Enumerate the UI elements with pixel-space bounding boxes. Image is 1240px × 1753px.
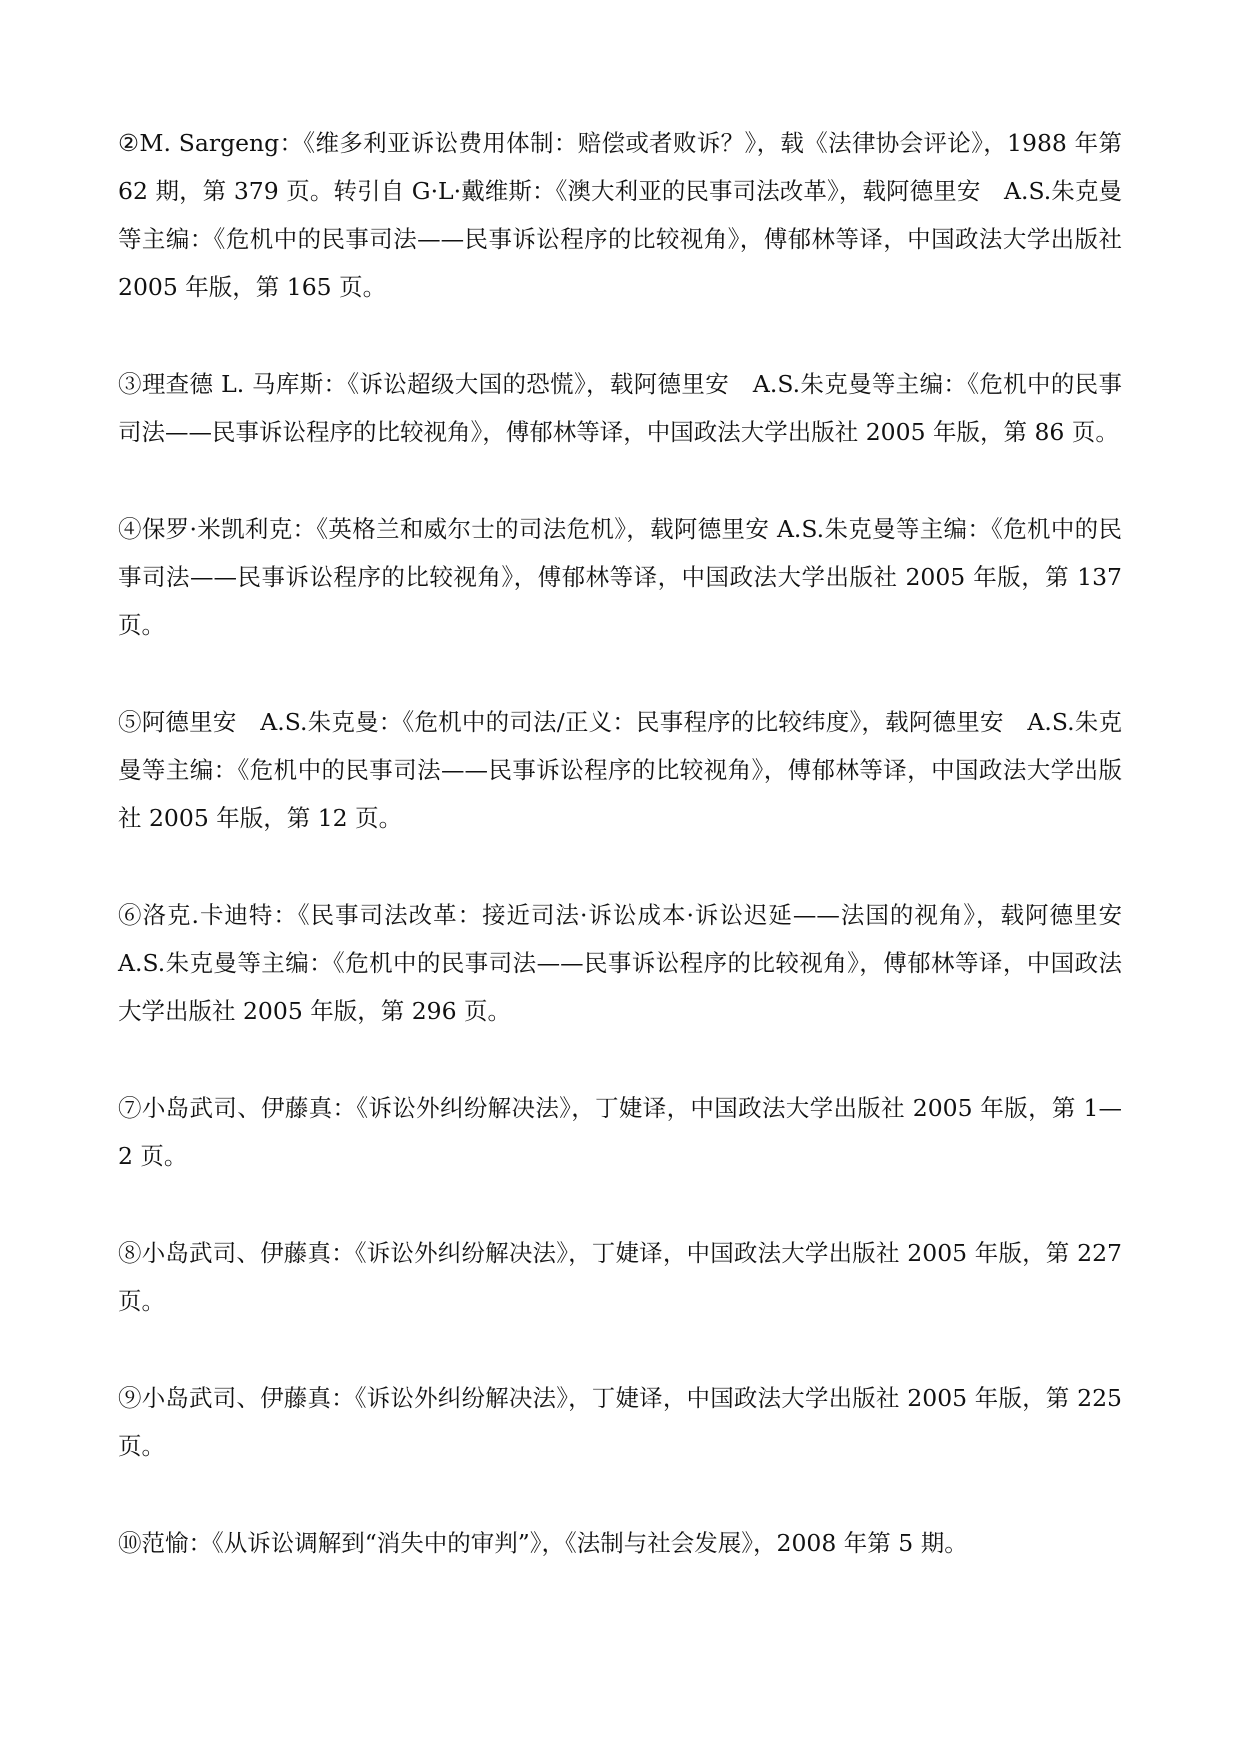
footnote-6 xyxy=(118,891,1146,1035)
footnote-marker: ⑤ xyxy=(118,708,142,736)
footnote-marker: ⑨ xyxy=(118,1384,142,1412)
footnote-text: 小岛武司、伊藤真：《诉讼外纠纷解决法》，丁婕译，中国政法大学出版社 2005 年版，第 225 页。 xyxy=(118,1384,1122,1460)
footnote-10 xyxy=(118,1519,1122,1567)
footnote-marker: ⑦ xyxy=(118,1094,142,1122)
footnote-8 xyxy=(118,1229,1122,1325)
footnote-marker: ⑥ xyxy=(118,901,143,929)
footnote-7 xyxy=(118,1084,1122,1180)
footnote-text: 保罗·米凯利克：《英格兰和威尔士的司法危机》，载阿德里安 A.S.朱克曼等主编：《危机中的民事司法——民事诉讼程序的比较视角》，傅郁林等译，中国政法大学出版社 2005 年版，第 137 页。 xyxy=(118,515,1122,639)
footnote-4 xyxy=(118,505,1122,649)
footnote-marker: ⑩ xyxy=(118,1529,142,1557)
footnote-marker: ③ xyxy=(118,370,142,398)
footnote-3 xyxy=(118,360,1122,456)
footnote-text: 小岛武司、伊藤真：《诉讼外纠纷解决法》，丁婕译，中国政法大学出版社 2005 年版，第 227 页。 xyxy=(118,1239,1122,1315)
footnote-2 xyxy=(118,119,1122,311)
footnote-text: 阿德里安 A.S.朱克曼：《危机中的司法/正义：民事程序的比较纬度》，载阿德里安 A.S.朱克曼等主编：《危机中的民事司法——民事诉讼程序的比较视角》，傅郁林等译，中国政法大学出版社 2005 年版，第 12 页。 xyxy=(118,708,1123,832)
footnote-marker: ④ xyxy=(118,515,142,543)
footnote-text: 范愉：《从诉讼调解到“消失中的审判”》，《法制与社会发展》，2008 年第 5 期。 xyxy=(141,1529,968,1557)
footnote-5 xyxy=(118,698,1122,842)
footnote-9 xyxy=(118,1374,1122,1470)
footnote-list xyxy=(118,119,1146,1567)
footnote-text: 洛克.卡迪特：《民事司法改革：接近司法·诉讼成本·诉讼迟延——法国的视角》，载阿德里安 A.S.朱克曼等主编：《危机中的民事司法——民事诉讼程序的比较视角》，傅郁林等译，中国政法大学出版社 2005 年版，第 296 页。 xyxy=(118,901,1146,1025)
footnote-marker: ⑧ xyxy=(118,1239,142,1267)
footnote-text: 理查德 L. 马库斯：《诉讼超级大国的恐慌》，载阿德里安 A.S.朱克曼等主编：《危机中的民事司法——民事诉讼程序的比较视角》，傅郁林等译，中国政法大学出版社 2005 年版，第 86 页。 xyxy=(118,370,1123,446)
footnote-text: 小岛武司、伊藤真：《诉讼外纠纷解决法》，丁婕译，中国政法大学出版社 2005 年版，第 1—2 页。 xyxy=(118,1094,1123,1170)
footnote-text: M. Sargeng：《维多利亚诉讼费用体制：赔偿或者败诉？》，载《法律协会评论》，1988 年第 62 期，第 379 页。转引自 G·L·戴维斯：《澳大利亚的民事司法改革》，载阿德里安 A.S.朱克曼等主编：《危机中的民事司法——民事诉讼程序的比较视角》，傅郁林等译，中国政法大学出版社 2005 年版，第 165 页。 xyxy=(118,129,1122,301)
footnote-marker: ② xyxy=(118,129,140,157)
